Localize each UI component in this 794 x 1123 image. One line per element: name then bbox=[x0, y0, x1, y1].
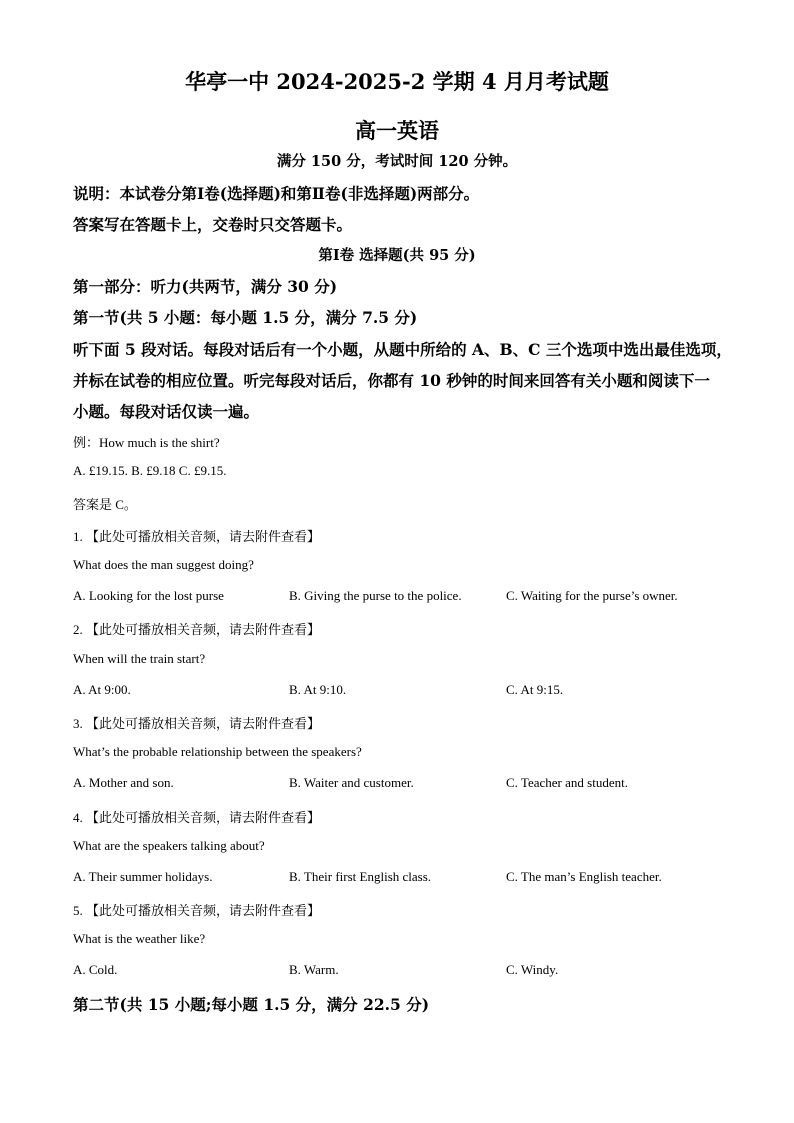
question-text: What’s the probable relationship between the speakers? bbox=[73, 744, 362, 759]
question-text: When will the train start? bbox=[73, 651, 206, 666]
exam-note-2: 答案写在答题卡上，交卷时只交答题卡。 bbox=[73, 215, 353, 234]
example-answer: 答案是 C。 bbox=[73, 497, 137, 512]
question-text: What does the man suggest doing? bbox=[73, 557, 254, 572]
instructions-line-2: 并标在试卷的相应位置。听完每段对话后，你都有 10 秒钟的时间来回答有关小题和阅读下一 bbox=[73, 371, 710, 390]
option-a[interactable]: A. Looking for the lost purse bbox=[73, 588, 224, 603]
score-time: 满分 150 分，考试时间 120 分钟。 bbox=[276, 153, 518, 170]
instructions-line-3: 小题。每段对话仅读一遍。 bbox=[73, 402, 260, 421]
option-c[interactable]: C. Teacher and student. bbox=[506, 775, 628, 790]
question-number[interactable]: 2. 【此处可播放相关音频，请去附件查看】 bbox=[73, 622, 321, 637]
exam-title: 华亭一中 2024-2025-2 学期 4 月月考试题 bbox=[185, 69, 609, 94]
option-b[interactable]: B. Giving the purse to the police. bbox=[289, 588, 462, 603]
option-b[interactable]: B. At 9:10. bbox=[289, 682, 347, 697]
option-c[interactable]: C. Windy. bbox=[506, 962, 559, 977]
question-number[interactable]: 4. 【此处可播放相关音频，请去附件查看】 bbox=[73, 810, 321, 825]
option-a[interactable]: A. Their summer holidays. bbox=[73, 869, 213, 884]
option-b[interactable]: B. Warm. bbox=[289, 962, 339, 977]
exam-note-1: 说明：本试卷分第Ⅰ卷(选择题)和第Ⅱ卷(非选择题)两部分。 bbox=[73, 184, 480, 203]
section-heading: 第Ⅰ卷 选择题(共 95 分) bbox=[318, 247, 476, 264]
instructions-line-1: 听下面 5 段对话。每段对话后有一个小题，从题中所给的 A、B、C 三个选项中选出最佳选项， bbox=[73, 340, 732, 359]
question-text: What are the speakers talking about? bbox=[73, 838, 265, 853]
question-number[interactable]: 1. 【此处可播放相关音频，请去附件查看】 bbox=[73, 529, 321, 544]
option-c[interactable]: C. At 9:15. bbox=[506, 682, 564, 697]
option-c[interactable]: C. The man’s English teacher. bbox=[506, 869, 662, 884]
option-b[interactable]: B. Their first English class. bbox=[289, 869, 432, 884]
question-number[interactable]: 5. 【此处可播放相关音频，请去附件查看】 bbox=[73, 903, 321, 918]
option-a[interactable]: A. At 9:00. bbox=[73, 682, 131, 697]
part-heading: 第一部分：听力(共两节，满分 30 分) bbox=[73, 277, 338, 296]
option-a[interactable]: A. Mother and son. bbox=[73, 775, 174, 790]
question-text: What is the weather like? bbox=[73, 931, 206, 946]
subsection-heading: 第一节(共 5 小题：每小题 1.5 分，满分 7.5 分) bbox=[73, 308, 418, 327]
example-question: 例：How much is the shirt? bbox=[73, 435, 220, 450]
option-c[interactable]: C. Waiting for the purse’s owner. bbox=[506, 588, 678, 603]
option-b[interactable]: B. Waiter and customer. bbox=[289, 775, 414, 790]
example-options: A. £19.15. B. £9.18 C. £9.15. bbox=[73, 463, 227, 478]
question-number[interactable]: 3. 【此处可播放相关音频，请去附件查看】 bbox=[73, 716, 321, 731]
option-a[interactable]: A. Cold. bbox=[73, 962, 118, 977]
subject-title: 高一英语 bbox=[355, 118, 439, 143]
subsection-heading-2: 第二节(共 15 小题;每小题 1.5 分，满分 22.5 分) bbox=[73, 995, 430, 1014]
